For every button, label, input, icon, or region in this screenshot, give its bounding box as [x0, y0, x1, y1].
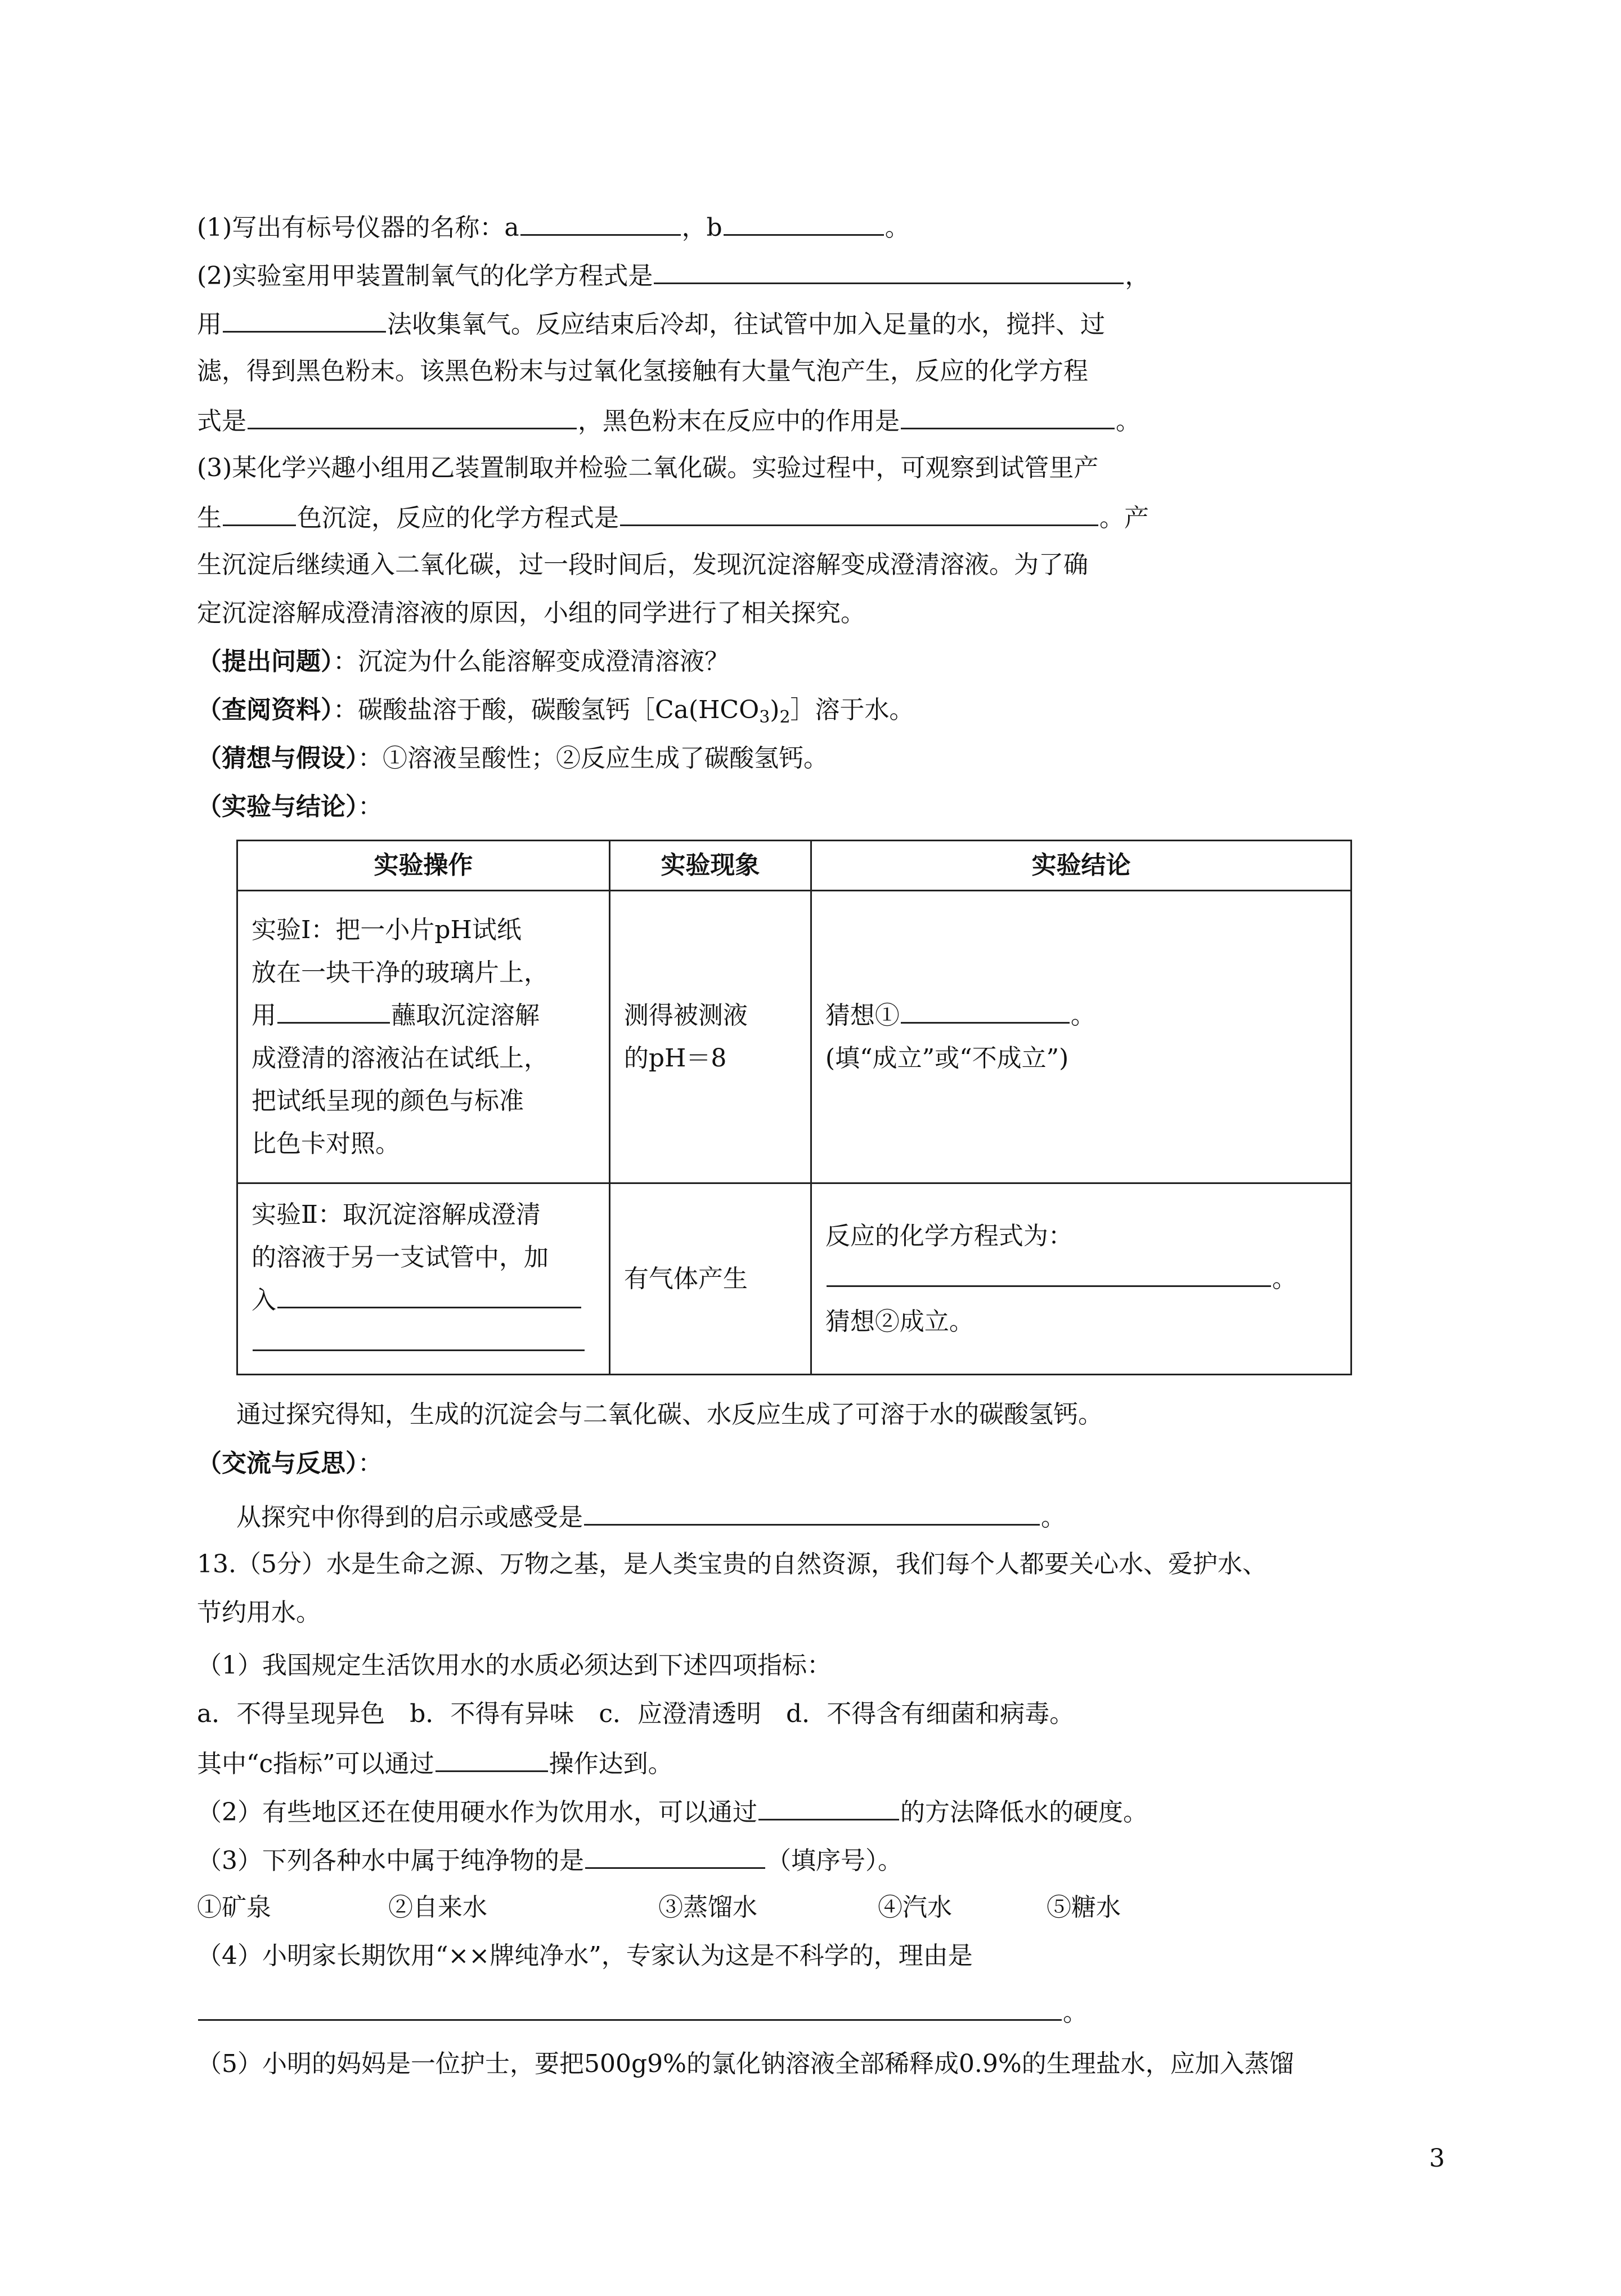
question-13-part-4: （4）小明家长期饮用“××牌纯净水”，专家认为这是不科学的，理由是	[197, 1941, 973, 1970]
question-3-line-1: (3)某化学兴趣小组用乙装置制取并检验二氧化碳。实验过程中，可观察到试管里产	[197, 454, 1099, 482]
reference-info-line: （查阅资料）：碳酸盐溶于酸，碳酸氢钙$[Ca(HCO_3)_2]$溶于水。	[197, 696, 914, 727]
question-13-part-5: （5）小明的妈妈是一位护士，要把500g9%的氯化钠溶液全部稀释成0.9%的生理盐水，应加入蒸馏	[197, 2050, 1294, 2078]
experiment-2-conclusion: 反应的化学方程式为： 。 猜想②成立。	[811, 1183, 1351, 1375]
answer-blank-operation[interactable]	[435, 1746, 548, 1772]
experiment-conclusion-heading: （实验与结论）：	[197, 792, 383, 821]
answer-blank-equation[interactable]	[654, 258, 1124, 284]
question-13-part-3: （3）下列各种水中属于纯净物的是 （填序号）。	[197, 1842, 902, 1878]
question-2-line-1: (2)实验室用甲装置制氧气的化学方程式是 ，	[197, 258, 1149, 293]
header-operation: 实验操作	[237, 841, 610, 891]
experiment-2-operation: 实验Ⅱ：取沉淀溶解成澄清 的溶液于另一支试管中，加 入	[237, 1183, 610, 1375]
hypothesis-line: （猜想与假设）：①溶液呈酸性；②反应生成了碳酸氢钙。	[197, 744, 828, 773]
insight-line: 从探究中你得到的启示或感受是 。	[236, 1499, 1066, 1535]
question-13-part-4-answer: 。	[197, 1994, 1088, 2030]
header-conclusion: 实验结论	[811, 841, 1351, 891]
table-row	[237, 1183, 1351, 1375]
table-header-row	[237, 841, 1351, 891]
question-2-line-3: 滤，得到黑色粉末。该黑色粉末与过氧化氢接触有大量气泡产生，反应的化学方程	[197, 357, 1088, 385]
experiment-2-phenomenon: 有气体产生	[609, 1183, 811, 1375]
experiment-1-conclusion: 猜想① 。 (填“成立”或“不成立”)	[811, 891, 1351, 1183]
page-number: 3	[1429, 2144, 1445, 2173]
question-3-line-4: 定沉淀溶解成澄清溶液的原因，小组的同学进行了相关探究。	[197, 599, 865, 627]
question-3-line-2: 生 色沉淀，反应的化学方程式是 。产	[197, 500, 1149, 535]
experiment-1-operation: 实验Ⅰ：把一小片pH试纸 放在一块干净的玻璃片上， 用 蘸取沉淀溶解 成澄清的溶液沾在试纸上， 把试纸呈现的颜色与标准 比色卡对照。	[237, 891, 610, 1183]
question-3-line-3: 生沉淀后继续通入二氧化碳，过一段时间后，发现沉淀溶解变成澄清溶液。为了确	[197, 550, 1088, 579]
answer-blank-color[interactable]	[223, 500, 296, 526]
answer-blank-reagent-cont[interactable]	[253, 1325, 585, 1351]
answer-blank-equation-4[interactable]	[827, 1261, 1271, 1287]
question-13-part-1-options: a．不得呈现异色 b．不得有异味 c．应澄清透明 d．不得含有细菌和病毒。	[197, 1699, 1075, 1728]
question-2-line-2: 用 法收集氧气。反应结束后冷却，往试管中加入足量的水，搅拌、过	[197, 306, 1105, 342]
answer-blank-method[interactable]	[758, 1794, 899, 1820]
reflection-heading: （交流与反思）：	[197, 1449, 383, 1478]
question-1-line: (1)写出有标号仪器的名称：a ，b 。	[197, 209, 910, 245]
question-13-part-1-c: 其中“c指标”可以通过 操作达到。	[197, 1746, 673, 1781]
question-13-line-2: 节约用水。	[197, 1598, 321, 1627]
question-2-line-4: 式是 ，黑色粉末在反应中的作用是 。	[197, 403, 1140, 438]
question-13-part-2: （2）有些地区还在使用硬水作为饮用水，可以通过 的方法降低水的硬度。	[197, 1794, 1148, 1829]
answer-blank-a[interactable]	[520, 209, 681, 236]
answer-blank-collect[interactable]	[223, 306, 386, 333]
answer-blank-reason[interactable]	[198, 1994, 1062, 2021]
answer-blank-equation-3[interactable]	[620, 500, 1098, 526]
answer-blank-hypothesis-1[interactable]	[901, 997, 1070, 1024]
question-13-part-3-options: ①矿泉 ②自来水 ③蒸馏水 ④汽水 ⑤糖水	[197, 1893, 1121, 1922]
question-13-line-1: 13.（5分）水是生命之源、万物之基，是人类宝贵的自然资源，我们每个人都要关心水、爱护水、	[197, 1550, 1267, 1578]
answer-blank-insight[interactable]	[584, 1499, 1040, 1526]
table-row	[237, 891, 1351, 1183]
answer-blank-pure[interactable]	[585, 1842, 765, 1869]
experiment-table	[236, 840, 1352, 1375]
summary-line: 通过探究得知，生成的沉淀会与二氧化碳、水反应生成了可溶于水的碳酸氢钙。	[236, 1400, 1103, 1429]
ask-question-line: （提出问题）：沉淀为什么能溶解变成澄清溶液？	[197, 647, 729, 676]
question-13-part-1: （1）我国规定生活饮用水的水质必须达到下述四项指标：	[197, 1651, 832, 1680]
header-phenomenon: 实验现象	[609, 841, 811, 891]
answer-blank-b[interactable]	[724, 209, 884, 236]
answer-blank-role[interactable]	[901, 403, 1115, 429]
answer-blank-equation-2[interactable]	[248, 403, 577, 429]
experiment-1-phenomenon: 测得被测液 的pH＝8	[609, 891, 811, 1183]
answer-blank-tool[interactable]	[277, 997, 390, 1024]
answer-blank-reagent[interactable]	[277, 1282, 581, 1308]
